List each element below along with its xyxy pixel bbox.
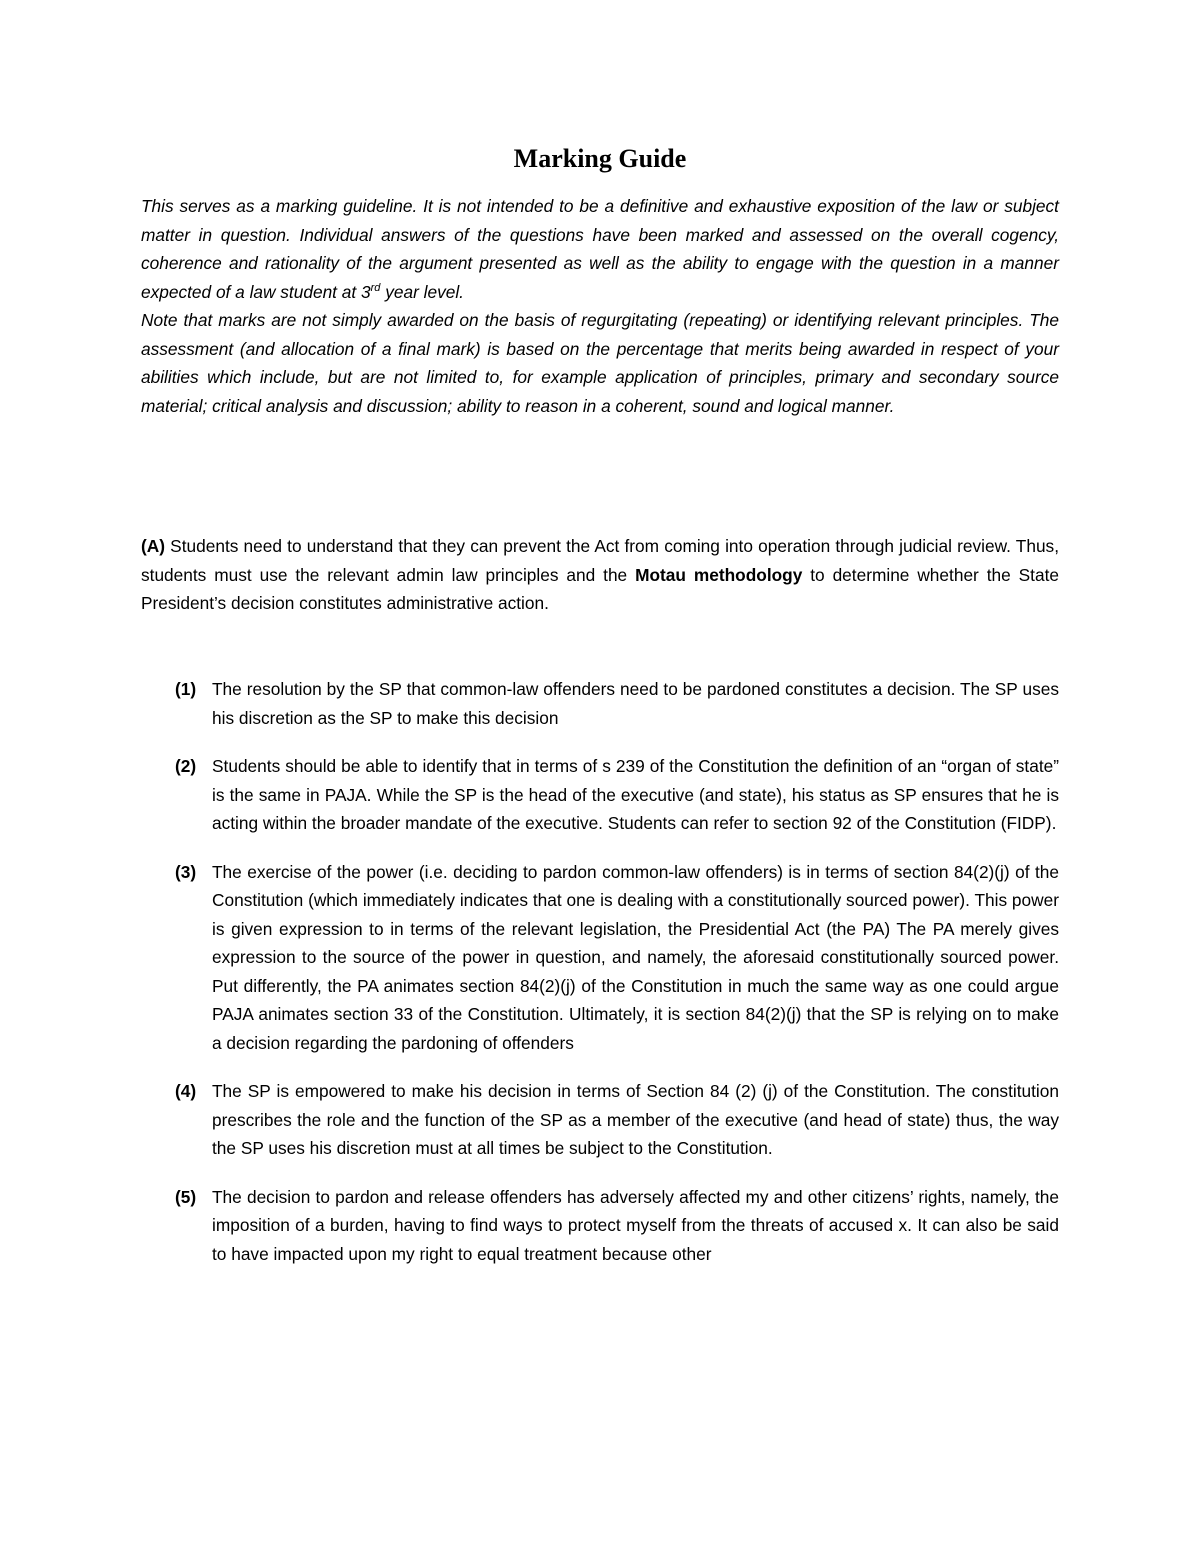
list-item-number: (2) [175,756,197,776]
intro-superscript: rd [370,281,381,294]
list-item-number: (5) [175,1186,197,1207]
list-item [141,675,1059,732]
list-item-text: The decision to pardon and release offenders has adversely affected my and other citizens’ rights, namely, the imposition of a burden, having to find ways to protect myself from the threats of accused x. It can also be said to have impacted upon my right to equal treatment because other [212,1186,1059,1264]
list-item [141,1183,1059,1269]
numbered-list [141,675,1059,1288]
intro-text-part-1: This serves as a marking guideline. It is not intended to be a definitive and exhaustive exposition of the law or subject matter in question. Individual answers of the questions have been marked and assessed on the overall cogency, coherence and rationality of the argument presented as well as the ability to engage with the question in a manner expected of a law student at 3 [141,196,1059,302]
intro-text-part-2: year level. [380,281,464,302]
intro-paragraph-1 [141,192,1059,306]
section-a-bold-term: Motau methodology [635,564,803,585]
section-a-text-1: Students need to understand that they can prevent the Act from coming into operation through judicial review. Thus, students must use the relevant admin law principles and the [141,536,1059,585]
list-item-number: (3) [175,861,197,882]
list-item [141,1077,1059,1163]
section-a-paragraph [141,532,1059,618]
list-item-text: The SP is empowered to make his decision in terms of Section 84 (2) (j) of the Constitution. The constitution prescribes the role and the function of the SP as a member of the executive (and head of state) thus, the way the SP uses his discretion must at all times be subject to the Constitution. [212,1081,1059,1158]
intro-block [141,192,1059,420]
section-a-text-2: to determine whether the State President’s decision constitutes administrative action. [141,564,1059,613]
page-title: Marking Guide [513,144,687,173]
list-item [141,858,1059,1058]
intro-paragraph-2: Note that marks are not simply awarded on the basis of regurgitating (repeating) or identifying relevant principles. The assessment (and allocation of a final mark) is based on the percentage that merits being awarded in respect of your abilities which include, but are not limited to, for example application of principles, primary and secondary source material; critical analysis and discussion; ability to reason in a coherent, sound and logical manner. [141,310,1059,416]
list-item [141,752,1059,838]
list-item-text: The resolution by the SP that common-law offenders need to be pardoned constitutes a decision. The SP uses his discretion as the SP to make this decision [212,679,1059,728]
list-item-text: Students should be able to identify that in terms of s 239 of the Constitution the definition of an “organ of state” is the same in PAJA. While the SP is the head of the executive (and state), his status as SP ensures that he is acting within the broader mandate of the executive. Students can refer to section 92 of the Constitution (FIDP). [212,756,1059,833]
list-item-text: The exercise of the power (i.e. deciding to pardon common-law offenders) is in terms of section 84(2)(j) of the Constitution (which immediately indicates that one is dealing with a constitutionally sourced power). This power is given expression to in terms of the relevant legislation, the Presidential Act (the PA) The PA merely gives expression to the source of the power in question, and namely, the aforesaid constitutionally sourced power. Put differently, the PA animates section 84(2)(j) of the Constitution in much the same way as one could argue PAJA animates section 33 of the Constitution. Ultimately, it is section 84(2)(j) that the SP is relying on to make a decision regarding the pardoning of offenders [212,861,1059,1053]
section-a-label: (A) [141,536,165,556]
list-item-number: (1) [175,679,197,699]
list-item-number: (4) [175,1081,197,1101]
